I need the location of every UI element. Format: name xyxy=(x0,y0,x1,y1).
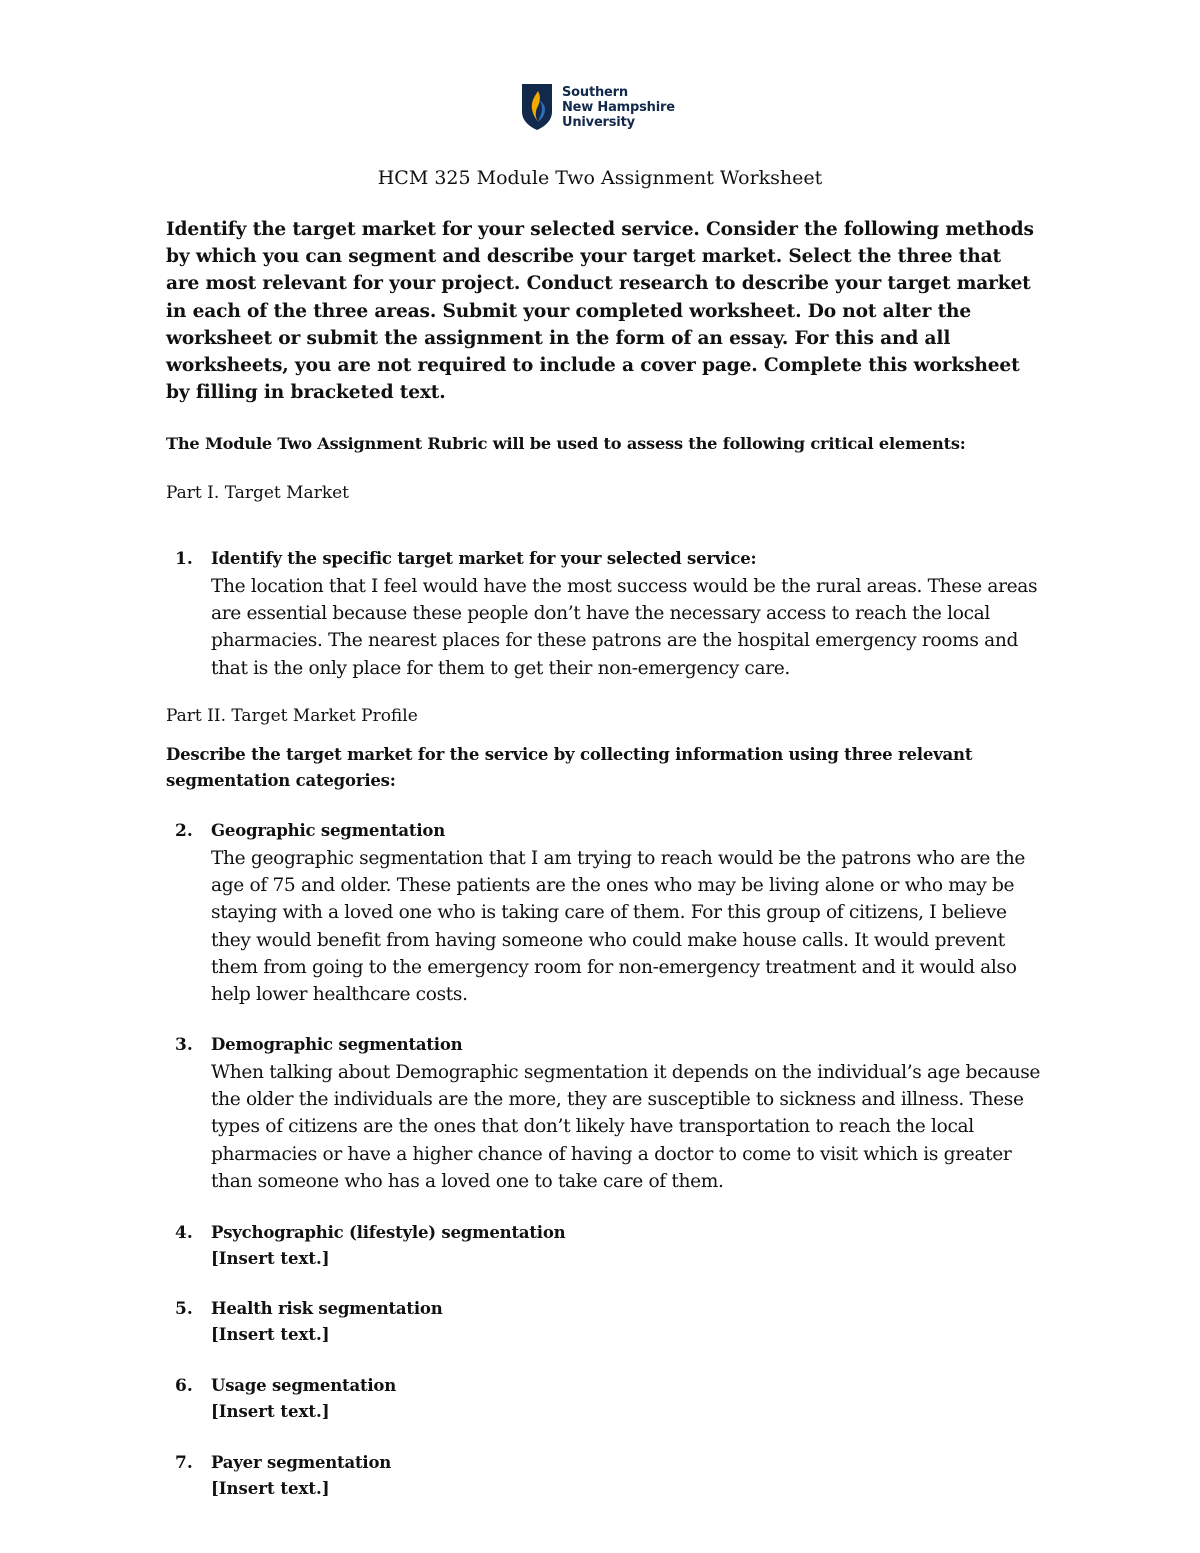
answer-text[interactable]: The geographic segmentation that I am trying to reach would be the patrons who are the age of 75 and older. These patients are the ones who may be living alone or who may be staying with a loved one who is taking care of them. For this group of citizens, I believe they would benefit from having someone who could make house calls. It would prevent them from going to the emergency room for non-emergency treatment and it would also help lower healthcare costs. xyxy=(211,848,1026,1006)
question-number: 7. xyxy=(175,1453,193,1473)
question-number: 5. xyxy=(175,1299,193,1319)
question-number: 4. xyxy=(175,1223,193,1243)
answer-text[interactable]: When talking about Demographic segmentation it depends on the individual’s age because the older the individuals are the more, they are susceptible to sickness and illness. These types of citizens are the ones that don’t likely have transportation to reach the local pharmacies or have a higher chance of having a doctor to come to visit which is greater than someone who has a loved one to take care of them. xyxy=(211,1062,1041,1192)
question-heading: Psychographic (lifestyle) segmentation xyxy=(211,1223,566,1242)
document-title: HCM 325 Module Two Assignment Worksheet xyxy=(377,167,823,189)
insert-text-placeholder[interactable]: [Insert text.] xyxy=(211,1249,330,1268)
university-name xyxy=(562,85,675,130)
rubric-note: The Module Two Assignment Rubric will be used to assess the following critical elements: xyxy=(166,434,966,453)
question-number: 3. xyxy=(175,1035,193,1055)
part-2-description: Describe the target market for the service by collecting information using three relevant segmentation categories: xyxy=(166,745,973,790)
question-heading: Health risk segmentation xyxy=(211,1299,443,1318)
question-number: 6. xyxy=(175,1376,193,1396)
answer-text[interactable]: The location that I feel would have the most success would be the rural areas. These areas are essential because these people don’t have the necessary access to reach the local pharmacies. The nearest places for these patrons are the hospital emergency rooms and that is the only place for them to get their non-emergency care. xyxy=(211,576,1038,679)
logo-line-3: University xyxy=(562,115,635,130)
part-1-heading: Part I. Target Market xyxy=(166,483,350,503)
question-heading: Geographic segmentation xyxy=(211,821,445,840)
shield-flame-icon xyxy=(522,84,552,130)
question-heading: Demographic segmentation xyxy=(211,1035,463,1054)
logo-line-1: Southern xyxy=(562,85,628,100)
insert-text-placeholder[interactable]: [Insert text.] xyxy=(211,1325,330,1344)
question-number: 1. xyxy=(175,549,193,569)
question-number: 2. xyxy=(175,821,193,841)
question-heading: Identify the specific target market for your selected service: xyxy=(211,549,757,568)
university-logo xyxy=(522,84,675,130)
logo-line-2: New Hampshire xyxy=(562,100,675,115)
part-2-heading: Part II. Target Market Profile xyxy=(166,706,418,726)
question-heading: Payer segmentation xyxy=(211,1453,392,1472)
instructions-paragraph: Identify the target market for your selected service. Consider the following methods by which you can segment and describe your target market. Select the three that are most relevant for your project. Conduct research to describe your target market in each of the three areas. Submit your completed worksheet. Do not alter the worksheet or submit the assignment in the form of an essay. For this and all worksheets, you are not required to include a cover page. Complete this worksheet by filling in bracketed text. xyxy=(166,219,1034,404)
insert-text-placeholder[interactable]: [Insert text.] xyxy=(211,1479,330,1498)
question-heading: Usage segmentation xyxy=(211,1376,397,1395)
insert-text-placeholder[interactable]: [Insert text.] xyxy=(211,1402,330,1421)
